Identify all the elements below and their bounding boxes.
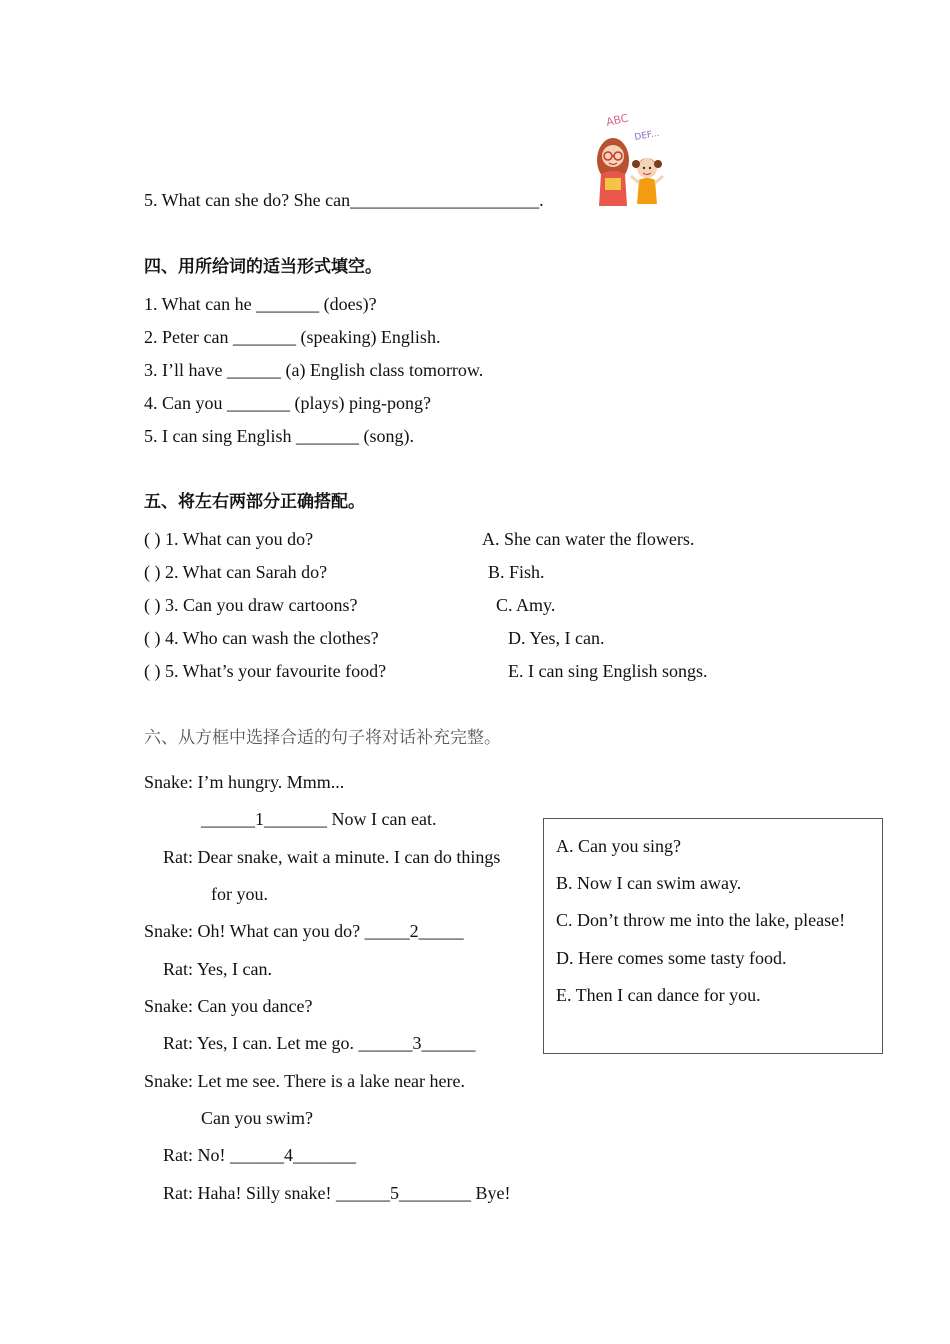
dialogue-line-9: Snake: Let me see. There is a lake near here. <box>144 1071 466 1091</box>
dialogue-line-12: Rat: Haha! Silly snake! ______5________ Bye! <box>163 1183 511 1203</box>
dialogue-line-6: Rat: Yes, I can. <box>163 959 272 979</box>
teacher-girl-illustration <box>585 108 690 208</box>
option-b: B. Now I can swim away. <box>556 873 742 893</box>
option-a: A. Can you sing? <box>556 836 681 856</box>
section3-question-5: 5. What can she do? She can_____________________. <box>144 190 544 210</box>
match-left-1: ( ) 1. What can you do? <box>144 529 314 549</box>
match-right-d: D. Yes, I can. <box>508 628 605 648</box>
section4-item-5: 5. I can sing English _______ (song). <box>144 426 414 446</box>
section4-item-4: 4. Can you _______ (plays) ping-pong? <box>144 393 431 413</box>
match-right-e: E. I can sing English songs. <box>508 661 708 681</box>
section6-title: 六、从方框中选择合适的句子将对话补充完整。 <box>144 728 501 748</box>
options-box <box>543 818 883 1054</box>
match-right-c: C. Amy. <box>496 595 556 615</box>
section4-item-2: 2. Peter can _______ (speaking) English. <box>144 327 441 347</box>
abc-letters: ABC <box>604 111 630 129</box>
dialogue-line-1: Snake: I’m hungry. Mmm... <box>144 772 345 792</box>
section5-title: 五、将左右两部分正确搭配。 <box>144 492 365 512</box>
dialogue-line-4: for you. <box>211 884 268 904</box>
match-right-b: B. Fish. <box>488 562 545 582</box>
def-letters: DEF... <box>633 128 661 143</box>
teacher-and-girl-illustration-icon <box>585 108 690 208</box>
match-left-3: ( ) 3. Can you draw cartoons? <box>144 595 358 615</box>
dialogue-line-2: ______1_______ Now I can eat. <box>201 809 437 829</box>
match-left-2: ( ) 2. What can Sarah do? <box>144 562 328 582</box>
section4-item-3: 3. I’ll have ______ (a) English class tomorrow. <box>144 360 484 380</box>
option-e: E. Then I can dance for you. <box>556 985 761 1005</box>
dialogue-line-11: Rat: No! ______4_______ <box>163 1145 356 1165</box>
match-right-a: A. She can water the flowers. <box>482 529 695 549</box>
option-c: C. Don’t throw me into the lake, please! <box>556 910 846 930</box>
dialogue-line-5: Snake: Oh! What can you do? _____2_____ <box>144 921 464 941</box>
dialogue-line-10: Can you swim? <box>201 1108 313 1128</box>
dialogue-line-3: Rat: Dear snake, wait a minute. I can do things <box>163 847 501 867</box>
dialogue-line-7: Snake: Can you dance? <box>144 996 313 1016</box>
match-left-4: ( ) 4. Who can wash the clothes? <box>144 628 379 648</box>
section4-title: 四、用所给词的适当形式填空。 <box>144 257 382 277</box>
option-d: D. Here comes some tasty food. <box>556 948 787 968</box>
dialogue-line-8: Rat: Yes, I can. Let me go. ______3______ <box>163 1033 476 1053</box>
section4-item-1: 1. What can he _______ (does)? <box>144 294 377 314</box>
match-left-5: ( ) 5. What’s your favourite food? <box>144 661 387 681</box>
